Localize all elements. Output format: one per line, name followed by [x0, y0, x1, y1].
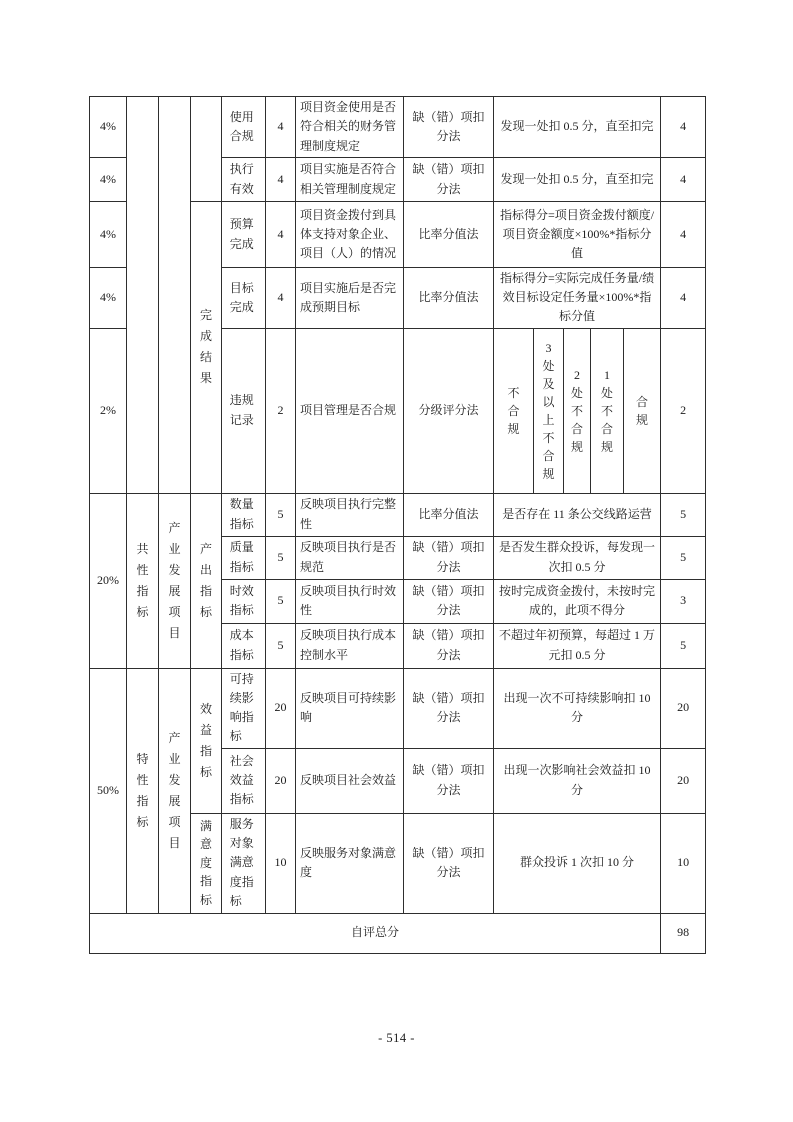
total-score-cell: 98	[661, 913, 706, 953]
indicator-name: 社会效益指标	[229, 753, 254, 807]
method-cell: 缺（错）项扣分法	[404, 158, 494, 202]
group-label: 产出指标	[199, 541, 212, 619]
indicator-name-cell	[222, 97, 266, 158]
score-cell: 4	[661, 268, 706, 329]
method-cell: 分级评分法	[404, 328, 494, 493]
table-row	[90, 668, 706, 748]
points-cell: 5	[266, 623, 296, 668]
group-cell-common-indicator	[127, 493, 159, 668]
points-cell: 2	[266, 328, 296, 493]
indicator-name-cell	[222, 158, 266, 202]
weight-cell: 50%	[90, 668, 127, 913]
method-cell: 缺（错）项扣分法	[404, 668, 494, 748]
group-cell-output-indicator	[191, 493, 222, 668]
total-label-cell: 自评总分	[90, 913, 661, 953]
method-cell: 缺（错）项扣分法	[404, 579, 494, 623]
description-cell: 项目实施是否符合相关管理制度规定	[296, 158, 404, 202]
indicator-name: 数量指标	[229, 497, 254, 531]
points-cell: 20	[266, 668, 296, 748]
score-cell: 4	[661, 97, 706, 158]
standard-cell: 出现一次影响社会效益扣 10 分	[494, 748, 661, 813]
group-cell-characteristic-indicator	[127, 668, 159, 913]
group-cell-satisfaction-indicator	[191, 813, 222, 913]
description-cell: 项目管理是否合规	[296, 328, 404, 493]
group-label: 满意度指标	[199, 818, 212, 907]
score-cell: 2	[661, 328, 706, 493]
group-cell-continued-level1	[127, 97, 159, 494]
standard-cell: 发现一处扣 0.5 分，直至扣完	[494, 97, 661, 158]
standard-cell: 指标得分=实际完成任务量/绩效目标设定任务量×100%*指标分值	[494, 268, 661, 329]
score-cell: 3	[661, 579, 706, 623]
standard-cell: 出现一次不可持续影响扣 10 分	[494, 668, 661, 748]
indicator-name: 质量指标	[229, 540, 254, 574]
points-cell: 5	[266, 493, 296, 536]
points-cell: 5	[266, 536, 296, 579]
standard-cell: 是否发生群众投诉，每发现一次扣 0.5 分	[494, 536, 661, 579]
description-cell: 项目资金使用是否符合相关的财务管理制度规定	[296, 97, 404, 158]
points-cell: 10	[266, 813, 296, 913]
indicator-name: 服务对象满意度指标	[229, 817, 254, 908]
standard-cell: 按时完成资金拨付，未按时完成的，此项不得分	[494, 579, 661, 623]
points-cell: 5	[266, 579, 296, 623]
method-cell: 缺（错）项扣分法	[404, 623, 494, 668]
weight-cell: 2%	[90, 328, 127, 493]
score-cell: 20	[661, 748, 706, 813]
score-cell: 20	[661, 668, 706, 748]
group-cell-continued-level3	[191, 97, 222, 202]
indicator-name-cell	[222, 536, 266, 579]
indicator-name: 执行有效	[229, 162, 254, 196]
description-cell: 反映项目执行是否规范	[296, 536, 404, 579]
points-cell: 4	[266, 97, 296, 158]
weight-cell: 4%	[90, 202, 127, 268]
evaluation-table	[89, 96, 706, 954]
grade-cell-2: 2处不合规	[564, 328, 591, 493]
indicator-name: 预算完成	[229, 217, 254, 251]
indicator-name-cell	[222, 748, 266, 813]
group-cell-industry-dev-project	[159, 668, 191, 913]
indicator-name-cell	[222, 493, 266, 536]
description-cell: 反映项目执行时效性	[296, 579, 404, 623]
method-cell: 缺（错）项扣分法	[404, 536, 494, 579]
indicator-name: 目标完成	[229, 280, 254, 314]
standard-cell: 不超过年初预算，每超过 1 万元扣 0.5 分	[494, 623, 661, 668]
points-cell: 4	[266, 268, 296, 329]
standard-cell: 是否存在 11 条公交线路运营	[494, 493, 661, 536]
method-cell: 比率分值法	[404, 268, 494, 329]
points-cell: 4	[266, 202, 296, 268]
score-cell: 5	[661, 623, 706, 668]
group-cell-industry-dev-project	[159, 493, 191, 668]
method-cell: 缺（错）项扣分法	[404, 813, 494, 913]
group-label: 产业发展项目	[168, 730, 181, 850]
weight-cell: 4%	[90, 97, 127, 158]
indicator-name-cell	[222, 813, 266, 913]
description-cell: 项目实施后是否完成预期目标	[296, 268, 404, 329]
indicator-name-cell	[222, 328, 266, 493]
score-cell: 5	[661, 536, 706, 579]
table-row	[90, 97, 706, 158]
grade-cell-noncompliant: 不合规	[494, 328, 534, 493]
total-row	[90, 913, 706, 953]
standard-cell: 发现一处扣 0.5 分，直至扣完	[494, 158, 661, 202]
description-cell: 反映项目执行完整性	[296, 493, 404, 536]
score-cell: 4	[661, 202, 706, 268]
indicator-name: 使用合规	[229, 109, 254, 143]
group-cell-benefit-indicator	[191, 668, 222, 813]
method-cell: 缺（错）项扣分法	[404, 97, 494, 158]
group-label: 完成结果	[199, 308, 212, 386]
standard-cell: 群众投诉 1 次扣 10 分	[494, 813, 661, 913]
points-cell: 4	[266, 158, 296, 202]
description-cell: 项目资金拨付到具体支持对象企业、项目（人）的情况	[296, 202, 404, 268]
score-cell: 10	[661, 813, 706, 913]
group-cell-completion-result	[191, 202, 222, 494]
indicator-name: 可持续影响指标	[229, 671, 254, 744]
standard-cell: 指标得分=项目资金拨付额度/项目资金额度×100%*指标分值	[494, 202, 661, 268]
weight-cell: 4%	[90, 268, 127, 329]
points-cell: 20	[266, 748, 296, 813]
score-cell: 5	[661, 493, 706, 536]
grade-cell-compliant: 合规	[624, 328, 661, 493]
method-cell: 比率分值法	[404, 493, 494, 536]
page-number: - 514 -	[378, 1031, 415, 1045]
indicator-name-cell	[222, 268, 266, 329]
indicator-name-cell	[222, 668, 266, 748]
indicator-name-cell	[222, 623, 266, 668]
method-cell: 比率分值法	[404, 202, 494, 268]
group-label: 特性指标	[136, 751, 149, 829]
indicator-name-cell	[222, 579, 266, 623]
description-cell: 反映项目可持续影响	[296, 668, 404, 748]
description-cell: 反映服务对象满意度	[296, 813, 404, 913]
group-cell-continued-level2	[159, 97, 191, 494]
indicator-name-cell	[222, 202, 266, 268]
indicator-name: 成本指标	[229, 628, 254, 662]
table-row	[90, 493, 706, 536]
indicator-name: 违规记录	[229, 393, 254, 427]
grade-cell-1: 1处不合规	[591, 328, 624, 493]
grade-cell-3plus: 3处及以上不合规	[534, 328, 564, 493]
indicator-name: 时效指标	[229, 583, 254, 618]
group-label: 效益指标	[199, 701, 212, 779]
description-cell: 反映项目执行成本控制水平	[296, 623, 404, 668]
score-cell: 4	[661, 158, 706, 202]
group-label: 共性指标	[136, 541, 149, 619]
weight-cell: 20%	[90, 493, 127, 668]
group-label: 产业发展项目	[168, 520, 181, 640]
description-cell: 反映项目社会效益	[296, 748, 404, 813]
weight-cell: 4%	[90, 158, 127, 202]
method-cell: 缺（错）项扣分法	[404, 748, 494, 813]
